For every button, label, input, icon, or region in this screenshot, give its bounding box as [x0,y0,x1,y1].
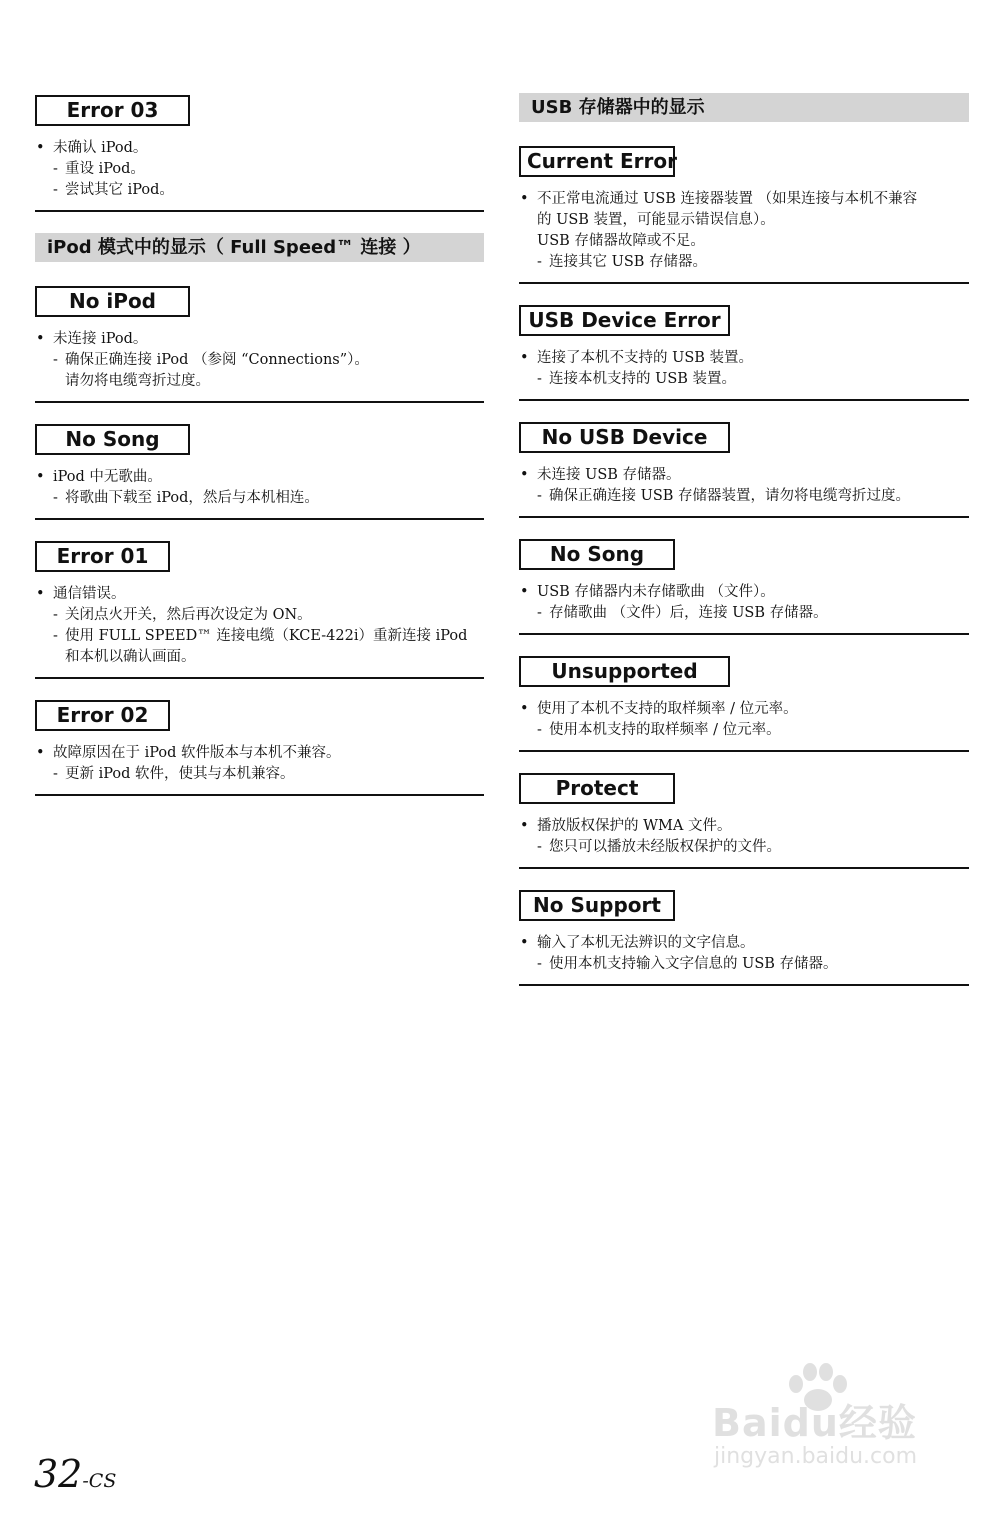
entry-error-03 [35,95,484,212]
entry-title: Protect [519,773,675,804]
sub-line: - 连接其它 USB 存储器。 [519,252,969,273]
sub-line: - 使用本机支持输入文字信息的 USB 存储器。 [519,954,969,975]
watermark-brand: Baidu经验 [712,1401,917,1445]
divider [519,984,969,986]
entry-current-error [519,146,969,284]
continuation-line: USB 存储器故障或不足。 [537,233,705,249]
entry-no-usb-device [519,422,969,518]
divider [519,282,969,284]
sub-line: - 尝试其它 iPod。 [35,180,484,201]
entry-title: USB Device Error [519,305,730,336]
sub-line: - 使用本机支持的取样频率 / 位元率。 [519,720,969,741]
divider [35,677,484,679]
bullet-line: • USB 存储器内未存储歌曲 （文件）。 [519,582,969,603]
divider [519,633,969,635]
baidu-watermark [712,1362,952,1482]
sub-line: - 连接本机支持的 USB 装置。 [519,369,969,390]
sub-line: - 确保正确连接 USB 存储器装置，请勿将电缆弯折过度。 [519,486,969,507]
sub-line: - 使用 FULL SPEED™ 连接电缆（KCE-422i）重新连接 iPod [35,626,484,647]
entry-title: No Song [519,539,675,570]
continuation-line: 的 USB 装置，可能显示错误信息）。 [537,212,775,228]
watermark-url: jingyan.baidu.com [714,1444,918,1469]
entry-usb-device-error [519,305,969,401]
entry-title: Error 01 [35,541,170,572]
entry-title: Error 03 [35,95,190,126]
sub-line: - 确保正确连接 iPod （参阅 “Connections”）。 [35,350,484,371]
divider [35,518,484,520]
bullet-line: • 连接了本机不支持的 USB 装置。 [519,348,969,369]
divider [35,210,484,212]
entry-title: Current Error [519,146,675,177]
divider [35,401,484,403]
bullet-line: • iPod 中无歌曲。 [35,467,484,488]
bullet-line: • 未确认 iPod。 [35,138,484,159]
divider [519,516,969,518]
sub-line: - 存储歌曲 （文件）后，连接 USB 存储器。 [519,603,969,624]
divider [35,794,484,796]
entry-title: No Song [35,424,190,455]
sub-line: - 重设 iPod。 [35,159,484,180]
sub-line: - 更新 iPod 软件，使其与本机兼容。 [35,764,484,785]
entry-title: No iPod [35,286,190,317]
page-suffix: -CS [82,1470,117,1492]
left-column [35,95,484,817]
bullet-line: • 未连接 iPod。 [35,329,484,350]
page-number [34,1452,116,1503]
continuation-line: 和本机以确认画面。 [65,649,196,665]
right-column [519,93,969,1007]
bullet-line: • 输入了本机无法辨识的文字信息。 [519,933,969,954]
sub-line: - 您只可以播放未经版权保护的文件。 [519,837,969,858]
bullet-line: • 未连接 USB 存储器。 [519,465,969,486]
entry-no-song-ipod [35,424,484,520]
section-header-usb: USB 存储器中的显示 [519,93,969,122]
entry-no-support [519,890,969,986]
entry-title: No Support [519,890,675,921]
bullet-line: • 不正常电流通过 USB 连接器装置 （如果连接与本机不兼容 [519,189,969,210]
bullet-line: • 故障原因在于 iPod 软件版本与本机不兼容。 [35,743,484,764]
bullet-line: • 播放版权保护的 WMA 文件。 [519,816,969,837]
page-number-value: 32 [34,1452,83,1496]
entry-title: Error 02 [35,700,170,731]
bullet-line: • 通信错误。 [35,584,484,605]
entry-error-02 [35,700,484,796]
entry-title: Unsupported [519,656,730,687]
continuation-line: 请勿将电缆弯折过度。 [65,373,210,389]
divider [519,750,969,752]
entry-no-ipod [35,286,484,403]
entry-title: No USB Device [519,422,730,453]
entry-no-song-usb [519,539,969,635]
bullet-line: • 使用了本机不支持的取样频率 / 位元率。 [519,699,969,720]
entry-unsupported [519,656,969,752]
entry-error-01 [35,541,484,679]
divider [519,399,969,401]
entry-protect [519,773,969,869]
sub-line: - 关闭点火开关，然后再次设定为 ON。 [35,605,484,626]
sub-line: - 将歌曲下载至 iPod，然后与本机相连。 [35,488,484,509]
divider [519,867,969,869]
section-header-ipod: iPod 模式中的显示（ Full Speed™ 连接 ） [35,233,484,262]
